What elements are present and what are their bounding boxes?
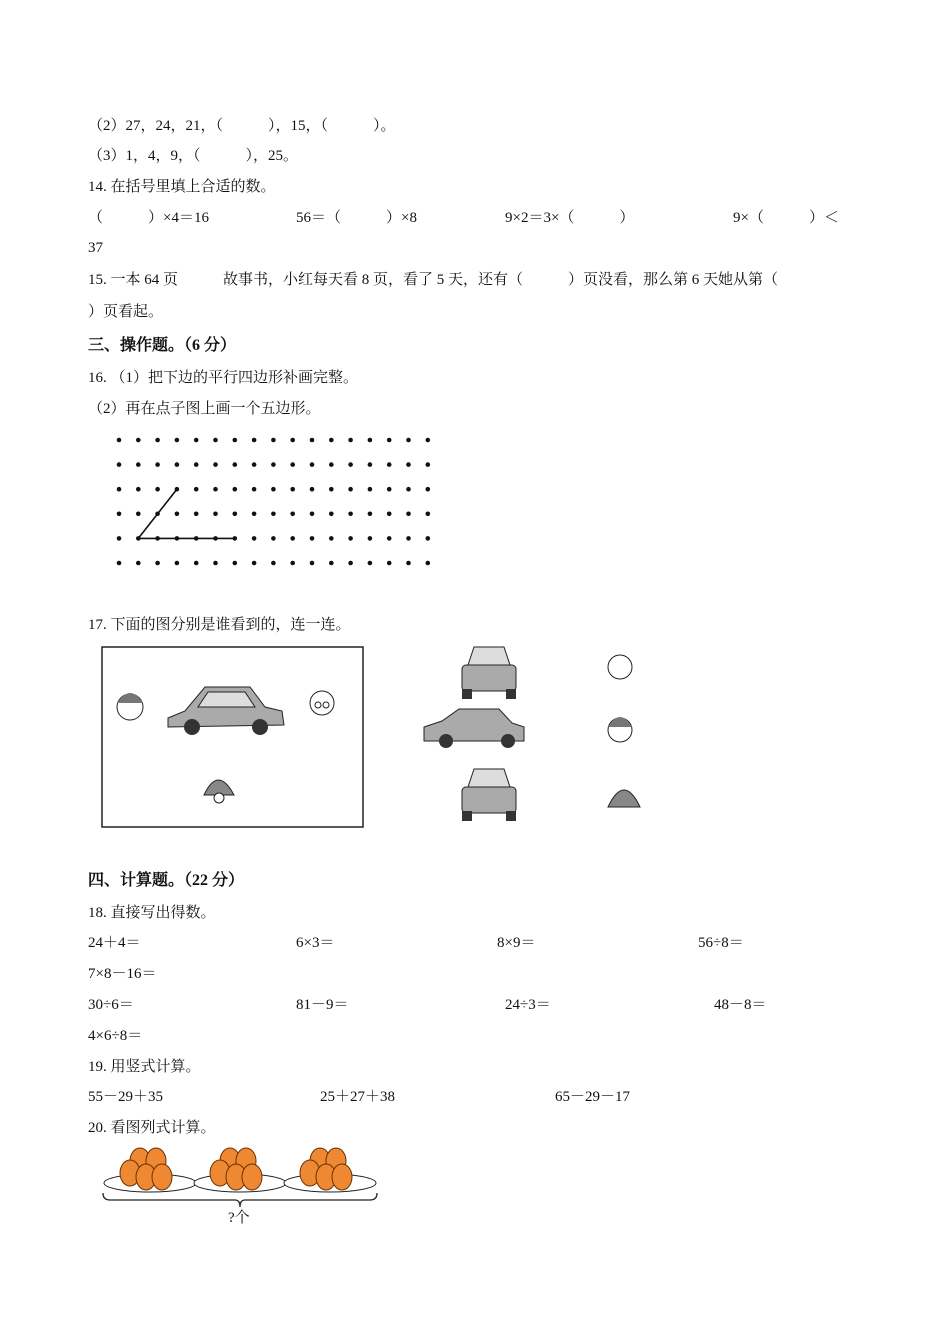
grid-dot (175, 462, 180, 467)
q18-title: 18. 直接写出得数。 (88, 905, 216, 921)
grid-dot (233, 487, 238, 492)
grid-dot (117, 561, 122, 566)
grid-dot (329, 438, 334, 443)
q18-item: 8×9＝ (497, 935, 536, 951)
q19-item: 25＋27＋38 (320, 1089, 396, 1105)
grid-dot (252, 487, 257, 492)
q16-part2: （2）再在点子图上画一个五边形。 (88, 401, 321, 417)
grid-dot (175, 487, 180, 492)
grid-dot (213, 487, 218, 492)
grid-dot (117, 438, 122, 443)
grid-dot (406, 487, 411, 492)
grandpa-face-icon (310, 691, 334, 715)
grid-dot (175, 536, 180, 541)
grid-dot (175, 561, 180, 566)
brace-icon (103, 1193, 377, 1207)
grid-dot (233, 438, 238, 443)
grid-dot (290, 561, 295, 566)
section4-heading: 四、计算题。（22 分） (88, 872, 245, 889)
grid-dot (136, 438, 141, 443)
q18-item: 4×6÷8＝ (88, 1028, 143, 1044)
q18-item: 30÷6＝ (88, 997, 134, 1013)
grid-dot (406, 438, 411, 443)
boy-face-icon (117, 693, 143, 720)
grid-dot (252, 462, 257, 467)
grid-dot (348, 512, 353, 517)
grid-dot (368, 512, 373, 517)
grid-dot (155, 462, 160, 467)
grid-dot (175, 512, 180, 517)
grid-dot (310, 512, 315, 517)
car-side-icon (168, 687, 284, 735)
grid-dot (387, 487, 392, 492)
grid-dot (252, 438, 257, 443)
grid-dot (426, 536, 431, 541)
grid-dot (290, 512, 295, 517)
grid-dot (387, 462, 392, 467)
orange-icon (242, 1164, 262, 1190)
grid-dot (194, 536, 199, 541)
grid-dot (290, 487, 295, 492)
grid-dot (233, 512, 238, 517)
grid-dot (368, 438, 373, 443)
grid-dot (271, 512, 276, 517)
grid-dot (329, 462, 334, 467)
grid-dot (117, 487, 122, 492)
q13-part2: （2）27，24，21，（ ），15，（ ）。 (88, 118, 396, 134)
grid-dot (387, 438, 392, 443)
q17-title: 17. 下面的图分别是谁看到的，连一连。 (88, 617, 351, 633)
q18-item: 56÷8＝ (698, 935, 744, 951)
grid-dot (213, 512, 218, 517)
grid-dot (329, 512, 334, 517)
q20-total-label: ?个 (228, 1210, 250, 1226)
orange-icon (152, 1164, 172, 1190)
grid-dot (406, 561, 411, 566)
grid-dot (271, 462, 276, 467)
grid-dot (387, 512, 392, 517)
q17-figure (100, 645, 670, 835)
grid-dot (310, 462, 315, 467)
grid-dot (310, 487, 315, 492)
grid-dot (155, 536, 160, 541)
grid-dot (348, 462, 353, 467)
grid-dot (194, 487, 199, 492)
girl-back-icon-2 (608, 790, 640, 807)
grid-dot (136, 512, 141, 517)
grid-dot (368, 462, 373, 467)
grid-dot (426, 438, 431, 443)
grid-dot (194, 561, 199, 566)
grid-dot (233, 561, 238, 566)
grid-dot (387, 536, 392, 541)
q19-item: 55－29＋35 (88, 1089, 164, 1105)
dot-grid[interactable] (100, 425, 450, 580)
grid-dot (368, 561, 373, 566)
q16-part1: 16. （1）把下边的平行四边形补画完整。 (88, 370, 359, 386)
grid-dot (310, 536, 315, 541)
q14-c: 9×2＝3×（ ） (505, 210, 635, 226)
grid-dot (194, 512, 199, 517)
grid-dot (271, 536, 276, 541)
grid-dot (252, 512, 257, 517)
grid-dot (213, 438, 218, 443)
grid-dot (426, 561, 431, 566)
orange-icon (332, 1164, 352, 1190)
grid-dot (117, 536, 122, 541)
grid-dot (271, 487, 276, 492)
grid-dot (136, 561, 141, 566)
grid-dot (348, 487, 353, 492)
q14-a: （ ）×4＝16 (88, 210, 209, 226)
grid-dot (194, 438, 199, 443)
grid-dot (406, 512, 411, 517)
q15-line2: ）页看起。 (88, 304, 164, 320)
grid-dot (233, 462, 238, 467)
grid-dot (155, 438, 160, 443)
q14-title: 14. 在括号里填上合适的数。 (88, 179, 276, 195)
girl-back-icon (204, 780, 234, 803)
grid-dot (213, 536, 218, 541)
grid-dot (290, 438, 295, 443)
q18-item: 48－8＝ (714, 997, 767, 1013)
grid-dot (368, 536, 373, 541)
grid-dot (252, 561, 257, 566)
q14-d-cont: 37 (88, 240, 103, 256)
grid-dot (155, 487, 160, 492)
grid-dot (348, 561, 353, 566)
q14-b: 56＝（ ）×8 (296, 210, 417, 226)
q18-item: 24÷3＝ (505, 997, 551, 1013)
q20-title: 20. 看图列式计算。 (88, 1120, 216, 1136)
car-front-icon (462, 647, 516, 699)
grid-dot (213, 462, 218, 467)
grid-dot (233, 536, 238, 541)
boy-face-icon-2 (608, 717, 632, 742)
grid-dot (136, 536, 141, 541)
grid-dot (117, 512, 122, 517)
grid-dot (194, 462, 199, 467)
q18-item: 81－9＝ (296, 997, 349, 1013)
grid-dot (329, 536, 334, 541)
grid-dot (252, 536, 257, 541)
grid-dot (426, 487, 431, 492)
q19-item: 65－29－17 (555, 1089, 631, 1105)
q15-line1: 15. 一本 64 页 故事书，小红每天看 8 页，看了 5 天，还有（ ）页没看，那么第 6 天她从第（ (88, 272, 779, 288)
grid-dot (290, 462, 295, 467)
grid-dot (213, 561, 218, 566)
grid-dot (155, 561, 160, 566)
scene-frame (102, 647, 363, 827)
q18-item: 6×3＝ (296, 935, 335, 951)
car-side-icon-2 (424, 709, 524, 748)
grandpa-face-icon-2 (608, 655, 632, 679)
grid-dot (348, 438, 353, 443)
grid-dot (175, 438, 180, 443)
grid-dot (310, 438, 315, 443)
grid-dot (271, 438, 276, 443)
grid-dot (426, 462, 431, 467)
q18-item: 24＋4＝ (88, 935, 141, 951)
q19-title: 19. 用竖式计算。 (88, 1059, 201, 1075)
grid-dot (348, 536, 353, 541)
grid-dot (117, 462, 122, 467)
grid-dot (426, 512, 431, 517)
grid-dot (155, 512, 160, 517)
car-rear-icon (462, 769, 516, 821)
section3-heading: 三、操作题。（6 分） (88, 337, 237, 354)
grid-dot (406, 462, 411, 467)
grid-dot (136, 487, 141, 492)
grid-dot (329, 487, 334, 492)
oranges-figure (100, 1145, 390, 1215)
q14-d: 9×（ ）＜ (733, 210, 839, 226)
q18-item: 7×8－16＝ (88, 966, 157, 982)
grid-dot (136, 462, 141, 467)
grid-dot (271, 561, 276, 566)
grid-dot (329, 561, 334, 566)
grid-dot (290, 536, 295, 541)
grid-dot (387, 561, 392, 566)
q13-part3: （3）1，4，9，（ ），25。 (88, 148, 299, 164)
grid-dot (310, 561, 315, 566)
grid-dot (368, 487, 373, 492)
grid-dot (406, 536, 411, 541)
